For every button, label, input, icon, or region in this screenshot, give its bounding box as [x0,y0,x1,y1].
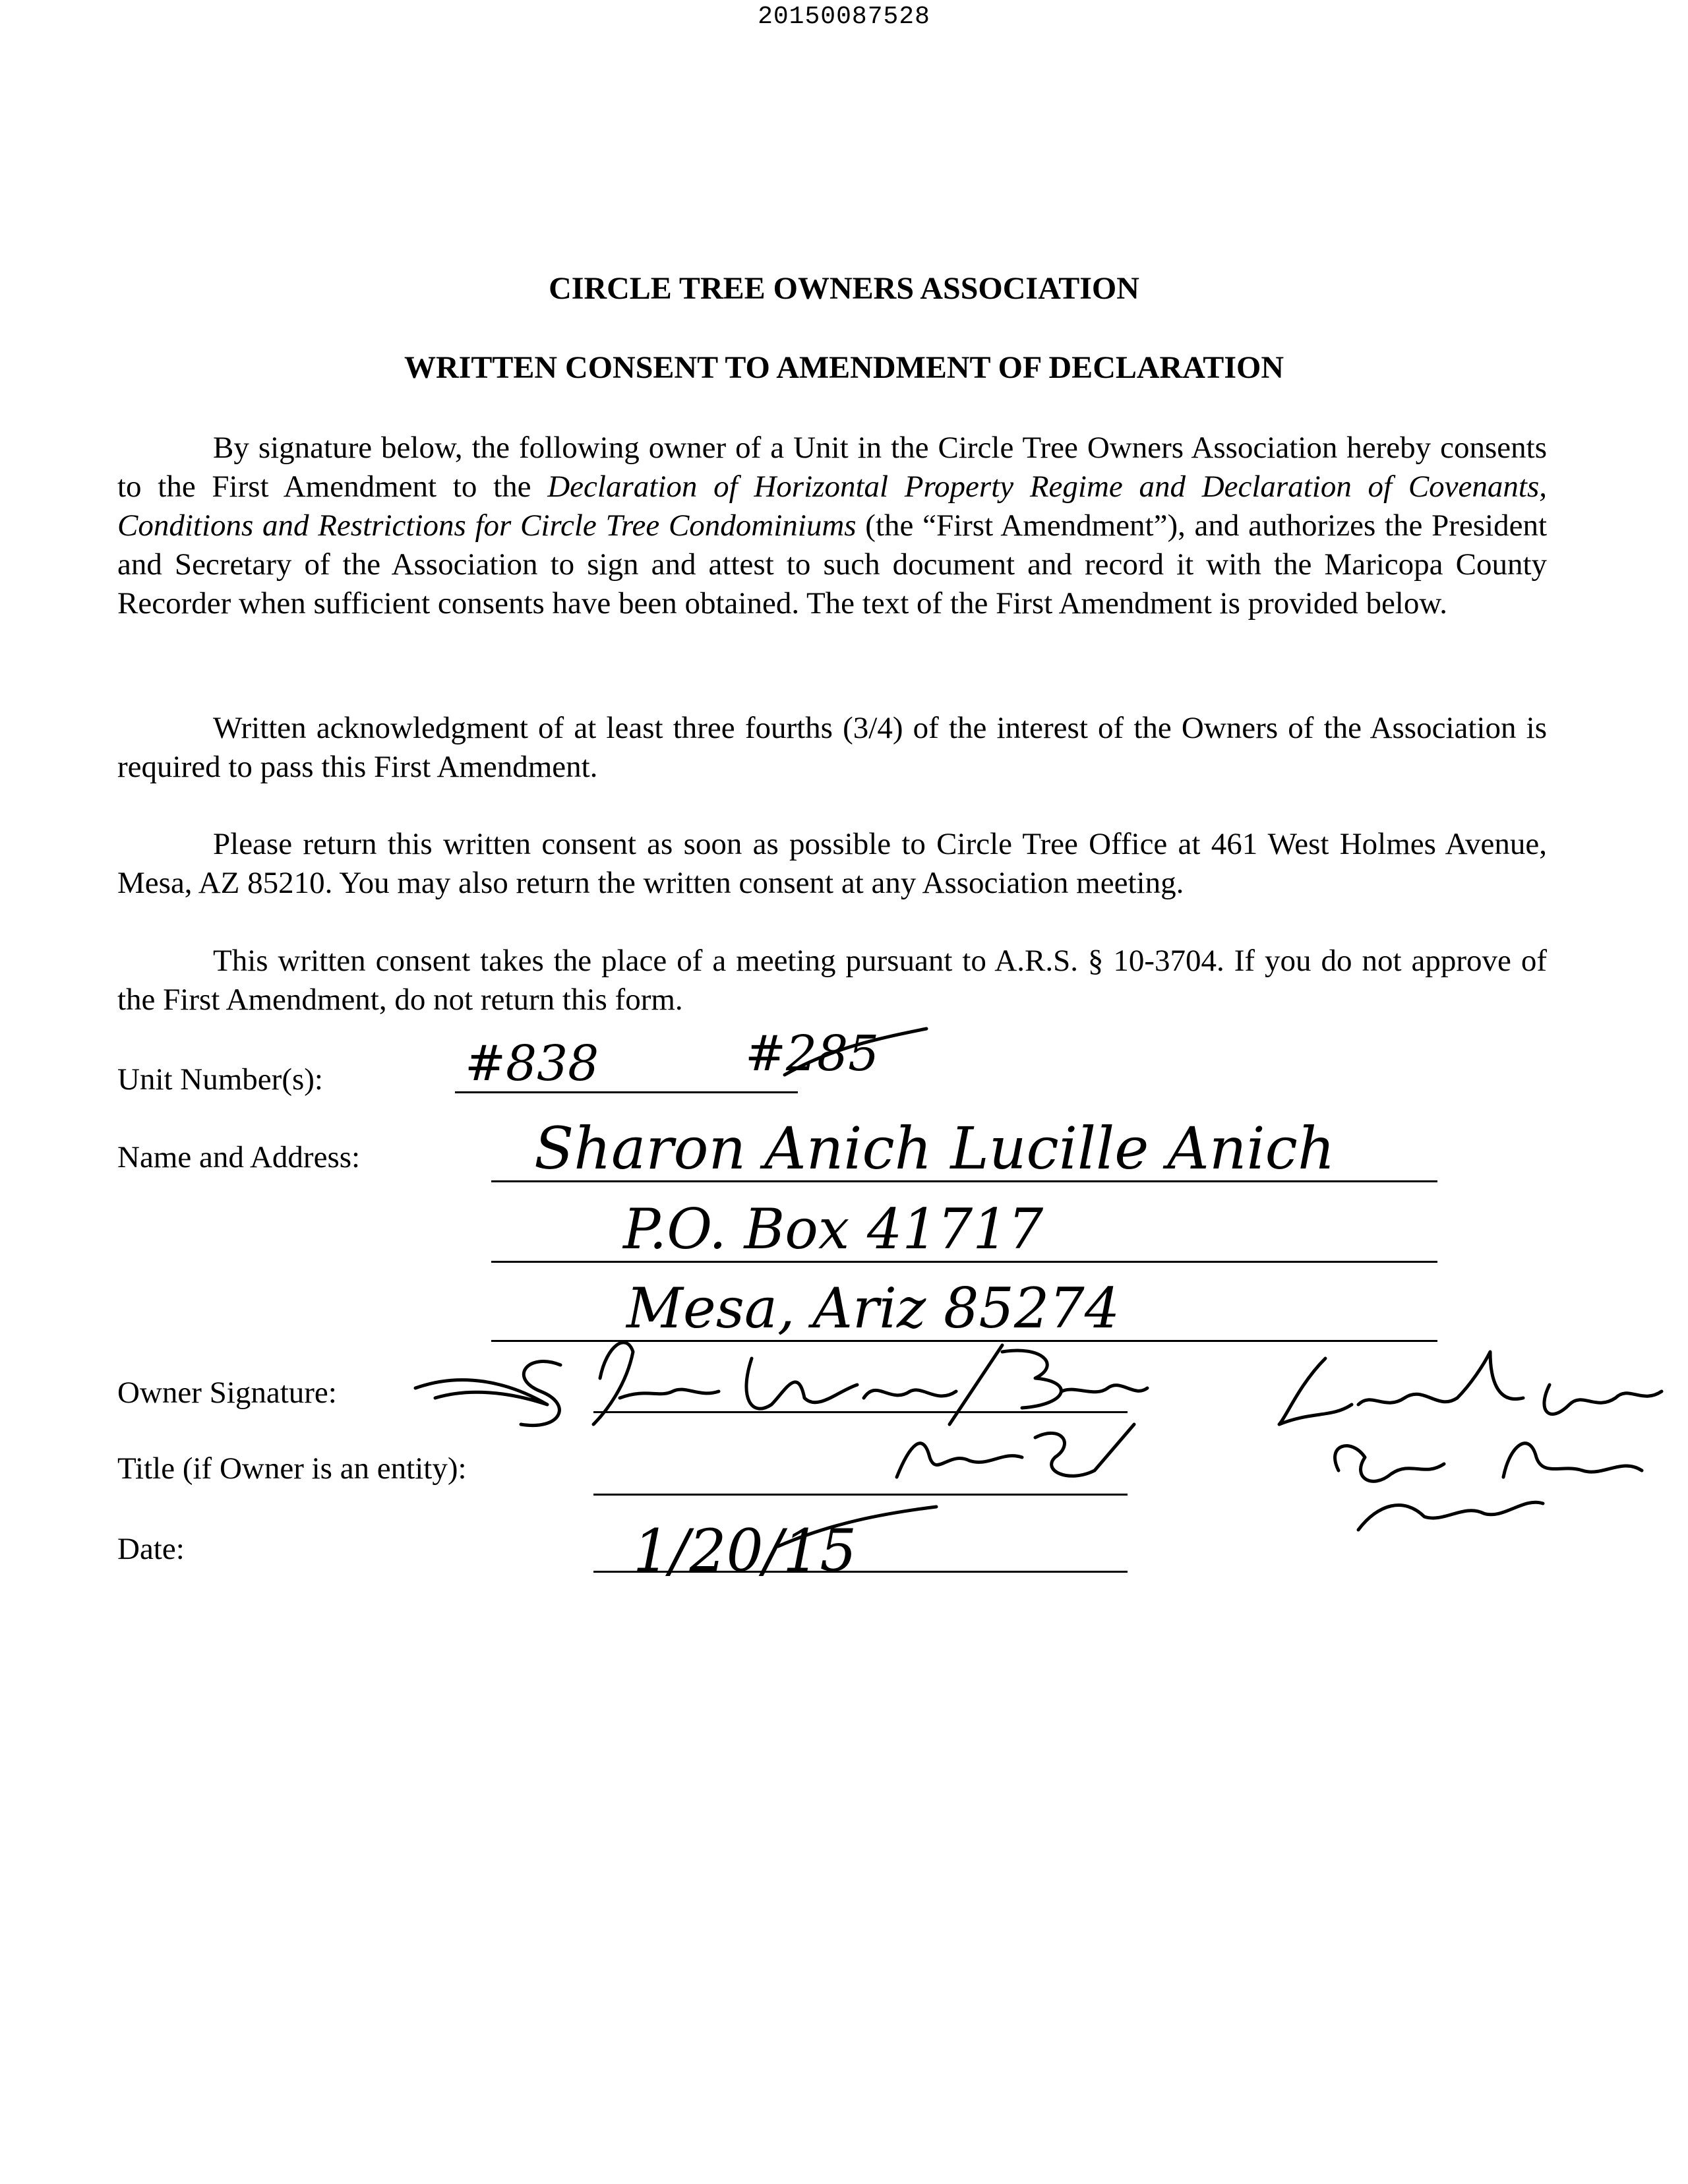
document-subtitle: WRITTEN CONSENT TO AMENDMENT OF DECLARATION [404,350,1284,385]
return-instructions-paragraph: Please return this written consent as soon as possible to Circle Tree Office at 461 West Holmes Avenue, Mesa, AZ 85210. You may also return the written consent at any Association meeting. [117,827,1547,900]
handwritten-date: 1/20/15 [633,1517,857,1585]
consent-paragraph [117,429,1547,623]
owner-signature-lucille [1273,1345,1681,1543]
owner-signature-sharon [409,1325,1200,1497]
owner-signature-label: Owner Signature: [117,1376,337,1410]
document-number: 20150087528 [758,3,930,31]
declaration-title: Declaration of Horizontal Property Regime and Declaration of Covenants, Conditions and Restrictions for Circle Tree Condominiums [117,470,1547,543]
name-address-label: Name and Address: [117,1140,361,1174]
consent-text-start: By signature below, the following owner of a Unit in the Circle Tree Owners Association hereby consents to the First Amendment to the [117,431,1547,504]
handwritten-address-2: Mesa, Ariz 85274 [626,1276,1120,1341]
document-title: CIRCLE TREE OWNERS ASSOCIATION [549,271,1139,306]
handwritten-unit-1: #838 [465,1035,599,1092]
unit-flourish [778,1022,936,1081]
handwritten-name: Sharon Anich Lucille Anich [534,1114,1335,1182]
date-flourish [771,1500,943,1553]
meeting-notice-paragraph: This written consent takes the place of a meeting pursuant to A.R.S. § 10-3704. If you do not approve of the First Amendment, do not return this form. [117,944,1547,1017]
handwritten-address-1: P.O. Box 41717 [623,1197,1044,1261]
date-label: Date: [117,1532,185,1566]
consent-text-end: (the “First Amendment”), and authorizes the President and Secretary of the Association to sign and attest to such document and record it with the Maricopa County Recorder when sufficient consents have been obtained. The text of the First Amendment is provided below. [117,508,1547,621]
acknowledgment-paragraph: Written acknowledgment of at least three fourths (3/4) of the interest of the Owners of the Association is required to pass this First Amendment. [117,711,1547,784]
unit-number-label: Unit Number(s): [117,1062,323,1097]
handwritten-unit-2: #285 [745,1025,880,1082]
owner-title-label: Title (if Owner is an entity): [117,1451,467,1486]
